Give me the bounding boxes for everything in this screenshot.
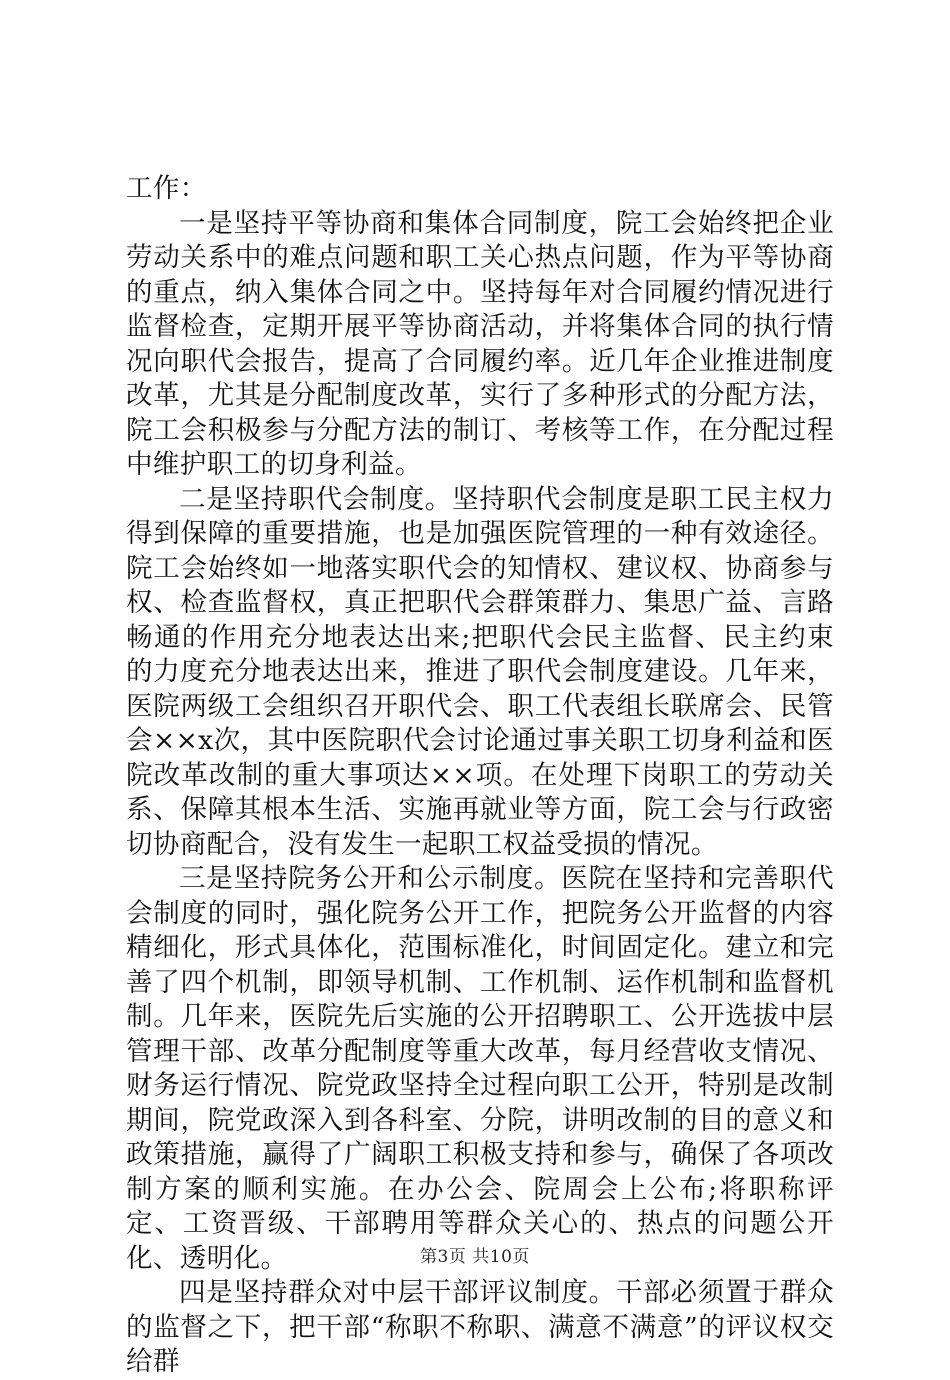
document-body — [126, 172, 834, 1380]
paragraph-4: 四是坚持群众对中层干部评议制度。干部必须置于群众的监督之下，把干部“称职不称职、满意不满意”的评议权交给群 — [126, 1277, 834, 1377]
paragraph-3: 三是坚持院务公开和公示制度。医院在坚持和完善职代会制度的同时，强化院务公开工作，把院务公开监督的内容精细化，形式具体化，范围标准化，时间固定化。建立和完善了四个机制，即领导机制、工作机制、运作机制和监督机制。几年来，医院先后实施的公开招聘职工、公开选拔中层管理干部、改革分配制度等重大改革，每月经营收支情况、财务运行情况、院党政坚持全过程向职工公开，特别是改制期间，院党政深入到各科室、分院，讲明改制的目的意义和政策措施，赢得了广阔职工积极支持和参与，确保了各项改制方案的顺利实施。在办公会、院周会上公布;将职称评定、工资晋级、干部聘用等群众关心的、热点的问题公开化、透明化。 — [126, 863, 834, 1274]
page-number-footer: 第3页 共10页 — [420, 1247, 530, 1267]
paragraph-continuation: 工作： — [126, 173, 207, 204]
paragraph-2: 二是坚持职代会制度。坚持职代会制度是职工民主权力得到保障的重要措施，也是加强医院管理的一种有效途径。院工会始终如一地落实职代会的知情权、建议权、协商参与权、检查监督权，真正把职代会群策群力、集思广益、言路畅通的作用充分地表达出来;把职代会民主监督、民主约束的力度充分地表达出来，推进了职代会制度建设。几年来，医院两级工会组织召开职代会、职工代表组长联席会、民管会××x次，其中医院职代会讨论通过事关职工切身利益和医院改革改制的重大事项达××项。在处理下岗职工的劳动关系、保障其根本生活、实施再就业等方面，院工会与行政密切协商配合，没有发生一起职工权益受损的情况。 — [126, 483, 834, 860]
paragraph-1: 一是坚持平等协商和集体合同制度，院工会始终把企业劳动关系中的难点问题和职工关心热点问题，作为平等协商的重点，纳入集体合同之中。坚持每年对合同履约情况进行监督检查，定期开展平等协商活动，并将集体合同的执行情况向职代会报告，提高了合同履约率。近几年企业推进制度改革，尤其是分配制度改革，实行了多种形式的分配方法，院工会积极参与分配方法的制订、考核等工作，在分配过程中维护职工的切身利益。 — [126, 207, 834, 480]
